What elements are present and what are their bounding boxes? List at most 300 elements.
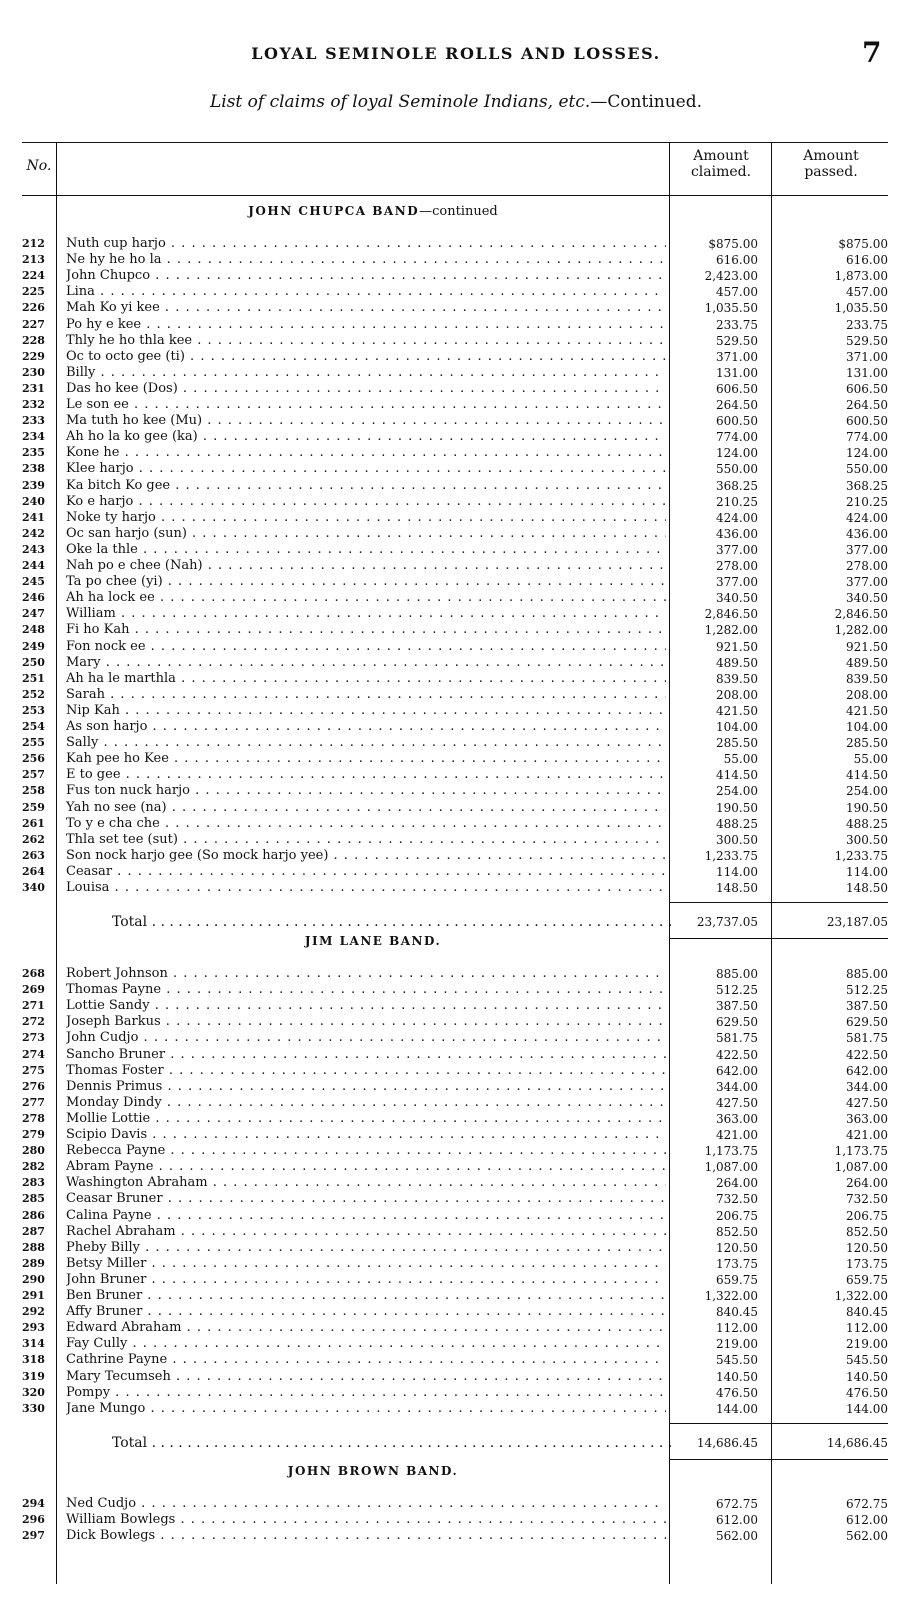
amount-claimed: 140.50	[716, 1369, 758, 1384]
table-row	[22, 1528, 888, 1544]
claim-number: 318	[22, 1353, 45, 1367]
amount-claimed: 839.50	[716, 671, 758, 686]
claimant-name: Ceasar Bruner . . .	[66, 1191, 666, 1207]
claimant-name: Sally . . .	[66, 735, 666, 751]
amount-claimed: 387.50	[716, 999, 758, 1014]
claimant-name: Sancho Bruner . . .	[66, 1047, 666, 1063]
amount-passed: 774.00	[846, 430, 888, 445]
claimant-name: William Bowlegs . . .	[66, 1512, 666, 1528]
amount-passed: 264.50	[846, 398, 888, 412]
amount-claimed: 852.50	[716, 1224, 758, 1239]
table-row	[22, 268, 888, 284]
claimant-name: Ah ha le marthla . . .	[66, 671, 666, 687]
amount-passed: 1,035.50	[834, 301, 888, 316]
table-row	[22, 982, 888, 998]
claim-number: 227	[22, 317, 45, 331]
table-row	[22, 655, 888, 671]
amount-passed: 173.75	[846, 1256, 888, 1271]
caption-continued: —Continued.	[590, 92, 703, 112]
claim-number: 243	[22, 542, 45, 556]
amount-passed: 562.00	[846, 1529, 888, 1544]
claimant-name: Ta po chee (yi) . . .	[66, 574, 666, 590]
total-row	[22, 1433, 888, 1453]
amount-passed: 285.50	[846, 736, 888, 751]
amount-passed: 219.00	[846, 1337, 888, 1352]
amount-passed: 529.50	[846, 333, 888, 348]
amount-passed: 387.50	[846, 999, 888, 1014]
table-row	[22, 751, 888, 767]
amount-passed: 233.75	[846, 317, 888, 332]
claim-number: 291	[22, 1289, 45, 1302]
claimant-name: Oc san harjo (sun) . . .	[66, 526, 666, 542]
amount-claimed: 285.50	[716, 736, 758, 751]
claimant-name: Oc to octo gee (ti) . . .	[66, 349, 666, 365]
amount-claimed: 377.00	[716, 542, 758, 557]
claim-number: 288	[22, 1240, 45, 1254]
amount-claimed: 672.75	[716, 1497, 758, 1511]
table-row	[22, 800, 888, 816]
running-title: LOYAL SEMINOLE ROLLS AND LOSSES.	[251, 44, 661, 63]
amount-claimed: 1,322.00	[704, 1289, 758, 1303]
table-row	[22, 349, 888, 365]
amount-claimed: 421.00	[716, 1128, 758, 1142]
amount-claimed: 148.50	[716, 881, 758, 895]
amount-claimed: 208.00	[716, 687, 758, 702]
total-label: Total . . .	[112, 912, 672, 932]
claim-number: 251	[22, 671, 45, 685]
claimant-name: Rachel Abraham . . .	[66, 1224, 666, 1240]
table-row	[22, 767, 888, 783]
amount-passed: 457.00	[846, 285, 888, 300]
claimant-name: Fi ho Kah . . .	[66, 622, 666, 638]
claim-number: 233	[22, 414, 45, 428]
page-header	[0, 30, 912, 70]
amount-passed: 885.00	[846, 967, 888, 981]
amount-claimed: 104.00	[716, 720, 758, 734]
table-row	[22, 880, 888, 896]
amount-passed: 1,322.00	[834, 1289, 888, 1303]
claim-number: 232	[22, 398, 45, 411]
amount-passed: 1,233.75	[834, 848, 888, 863]
table-row	[22, 1127, 888, 1143]
claim-number: 242	[22, 526, 45, 540]
amount-passed: 254.00	[846, 784, 888, 799]
amount-passed: 839.50	[846, 671, 888, 686]
amount-passed: 642.00	[846, 1063, 888, 1078]
claim-number: 314	[22, 1337, 45, 1351]
top-rule	[22, 142, 888, 143]
claimant-name: Dick Bowlegs . . .	[66, 1528, 666, 1544]
claimant-name: Betsy Miller . . .	[66, 1256, 666, 1272]
claim-number: 319	[22, 1369, 45, 1383]
claimant-name: Mary . . .	[66, 655, 666, 671]
amount-passed: 921.50	[846, 639, 888, 654]
claimant-name: Lina . . .	[66, 284, 666, 300]
claim-number: 224	[22, 269, 45, 283]
amount-claimed: 278.00	[716, 559, 758, 573]
claim-number: 256	[22, 752, 45, 766]
amount-claimed: 600.50	[716, 414, 758, 429]
table-row	[22, 719, 888, 735]
claimant-name: Rebecca Payne . . .	[66, 1143, 666, 1159]
amount-claimed: 885.00	[716, 967, 758, 981]
amount-claimed: 131.00	[716, 365, 758, 380]
amount-claimed: 264.50	[716, 398, 758, 412]
claimant-name: Jane Mungo . . .	[66, 1401, 666, 1417]
table-row	[22, 1256, 888, 1272]
amount-passed: 489.50	[846, 655, 888, 670]
claim-number: 226	[22, 301, 45, 315]
table-row	[22, 1288, 888, 1304]
amount-passed: 208.00	[846, 687, 888, 702]
table-row	[22, 397, 888, 413]
claimant-name: Nuth cup harjo . . .	[66, 236, 666, 252]
table-row	[22, 1224, 888, 1240]
claim-number: 247	[22, 607, 45, 621]
section-title	[58, 1464, 688, 1478]
column-header-amount-claimed: Amount claimed.	[690, 148, 752, 180]
table-row	[22, 1352, 888, 1368]
claim-number: 296	[22, 1513, 45, 1527]
claim-number: 212	[22, 237, 45, 250]
amount-passed: 427.50	[846, 1095, 888, 1110]
amount-claimed: 1,233.75	[704, 848, 758, 863]
claimant-name: Edward Abraham . . .	[66, 1320, 666, 1336]
claimant-name: Kone he . . .	[66, 445, 666, 461]
amount-claimed: 120.50	[716, 1240, 758, 1255]
table-row	[22, 1369, 888, 1385]
header-rule	[22, 195, 888, 196]
amount-claimed: 424.00	[716, 510, 758, 525]
claimant-name: William . . .	[66, 606, 666, 622]
claimant-name: Das ho kee (Dos) . . .	[66, 381, 666, 397]
table-row	[22, 1385, 888, 1401]
table-row	[22, 1014, 888, 1030]
amount-claimed: 421.50	[716, 703, 758, 718]
claim-number: 248	[22, 623, 45, 637]
table-row	[22, 832, 888, 848]
table-row	[22, 558, 888, 574]
amount-claimed: 233.75	[716, 317, 758, 332]
table-row	[22, 461, 888, 477]
amount-passed: 1,282.00	[834, 623, 888, 638]
claimant-name: Fon nock ee . . .	[66, 639, 666, 655]
table-row	[22, 494, 888, 510]
claim-number: 239	[22, 478, 45, 492]
amount-passed: 206.75	[846, 1208, 888, 1223]
claim-number: 277	[22, 1095, 45, 1109]
claim-number: 245	[22, 575, 45, 589]
amount-claimed: 124.00	[716, 446, 758, 461]
claim-number: 241	[22, 510, 45, 524]
claimant-name: Ah ha lock ee . . .	[66, 590, 666, 606]
amount-passed: 852.50	[846, 1224, 888, 1239]
claimant-name: Mollie Lottie . . .	[66, 1111, 666, 1127]
total-row	[22, 912, 888, 932]
total-rule	[669, 1423, 888, 1424]
claim-number: 258	[22, 784, 45, 798]
amount-claimed: 55.00	[723, 752, 758, 767]
claim-number: 228	[22, 333, 45, 347]
claim-number: 262	[22, 832, 45, 846]
amount-claimed: 368.25	[716, 478, 758, 493]
claimant-name: Mah Ko yi kee . . .	[66, 300, 666, 316]
table-row	[22, 671, 888, 687]
claimant-name: Thomas Payne . . .	[66, 982, 666, 998]
claim-number: 330	[22, 1401, 45, 1415]
claimant-name: Ne hy he ho la . . .	[66, 252, 666, 268]
claimant-name: Nip Kah . . .	[66, 703, 666, 719]
claimant-name: Scipio Davis . . .	[66, 1127, 666, 1143]
claim-number: 274	[22, 1047, 45, 1061]
claimant-name: Kah pee ho Kee . . .	[66, 751, 666, 767]
amount-passed: 732.50	[846, 1192, 888, 1207]
claim-number: 297	[22, 1529, 45, 1543]
amount-claimed: 1,173.75	[704, 1144, 758, 1159]
table-row	[22, 590, 888, 606]
amount-passed: 550.00	[846, 462, 888, 477]
claimant-name: Abram Payne . . .	[66, 1159, 666, 1175]
table-row	[22, 365, 888, 381]
claim-number: 268	[22, 967, 45, 980]
table-row	[22, 236, 888, 252]
amount-passed: 278.00	[846, 559, 888, 573]
amount-passed: 488.25	[846, 816, 888, 831]
claim-number: 235	[22, 446, 45, 460]
table-row	[22, 816, 888, 832]
amount-claimed: 562.00	[716, 1529, 758, 1544]
amount-passed: 414.50	[846, 768, 888, 783]
claims-table	[22, 142, 888, 1584]
amount-passed: 124.00	[846, 446, 888, 461]
amount-claimed: 377.00	[716, 575, 758, 590]
amount-passed: 131.00	[846, 365, 888, 380]
amount-claimed: 606.50	[716, 381, 758, 396]
claimant-name: To y e cha che . . .	[66, 816, 666, 832]
claim-number: 244	[22, 559, 45, 572]
claimant-name: Thomas Foster . . .	[66, 1063, 666, 1079]
amount-passed: 545.50	[846, 1353, 888, 1368]
table-row	[22, 966, 888, 982]
claim-number: 278	[22, 1111, 45, 1125]
table-row	[22, 606, 888, 622]
claimant-name: John Chupco . . .	[66, 268, 666, 284]
amount-passed: 840.45	[846, 1305, 888, 1320]
amount-claimed: 732.50	[716, 1192, 758, 1207]
amount-claimed: 616.00	[716, 253, 758, 268]
claimant-name: Calina Payne . . .	[66, 1208, 666, 1224]
amount-claimed: 921.50	[716, 639, 758, 654]
table-row	[22, 1095, 888, 1111]
amount-claimed: 173.75	[716, 1256, 758, 1271]
amount-passed: 340.50	[846, 591, 888, 606]
table-row	[22, 1079, 888, 1095]
amount-passed: 600.50	[846, 414, 888, 429]
amount-claimed: 264.00	[716, 1176, 758, 1191]
claimant-name: Noke ty harjo . . .	[66, 510, 666, 526]
table-row	[22, 864, 888, 880]
total-amount-claimed: 23,737.05	[696, 915, 758, 930]
claim-number: 238	[22, 462, 45, 476]
amount-claimed: 581.75	[716, 1031, 758, 1046]
total-amount-passed: 23,187.05	[826, 915, 888, 930]
amount-passed: $875.00	[838, 237, 888, 251]
claimant-name: Ka bitch Ko gee . . .	[66, 478, 666, 494]
total-label: Total . . .	[112, 1433, 672, 1453]
table-row	[22, 998, 888, 1014]
amount-passed: 377.00	[846, 575, 888, 590]
table-row	[22, 300, 888, 316]
amount-claimed: 112.00	[716, 1321, 758, 1336]
claim-number: 286	[22, 1208, 45, 1222]
amount-claimed: 254.00	[716, 784, 758, 799]
amount-claimed: 1,035.50	[704, 301, 758, 316]
table-row	[22, 1159, 888, 1175]
amount-passed: 264.00	[846, 1176, 888, 1191]
table-row	[22, 252, 888, 268]
amount-claimed: 144.00	[716, 1401, 758, 1416]
table-row	[22, 1320, 888, 1336]
table-row	[22, 445, 888, 461]
claimant-name: Po hy e kee . . .	[66, 317, 666, 333]
amount-claimed: 344.00	[716, 1079, 758, 1094]
amount-passed: 363.00	[846, 1111, 888, 1126]
amount-claimed: 2,846.50	[704, 607, 758, 622]
amount-claimed: 363.00	[716, 1111, 758, 1126]
amount-claimed: 300.50	[716, 832, 758, 847]
amount-claimed: 422.50	[716, 1047, 758, 1062]
claimant-name: Oke la thle . . .	[66, 542, 666, 558]
amount-passed: 1,873.00	[834, 269, 888, 284]
claim-number: 271	[22, 999, 45, 1013]
amount-claimed: 414.50	[716, 768, 758, 783]
amount-claimed: 1,282.00	[704, 623, 758, 638]
amount-passed: 210.25	[846, 494, 888, 509]
claimant-name: Affy Bruner . . .	[66, 1304, 666, 1320]
amount-claimed: 489.50	[716, 655, 758, 670]
claimant-name: Le son ee . . .	[66, 397, 666, 413]
claimant-name: Nah po e chee (Nah) . . .	[66, 558, 666, 574]
amount-passed: 581.75	[846, 1031, 888, 1046]
claimant-name: Lottie Sandy . . .	[66, 998, 666, 1014]
claimant-name: Sarah . . .	[66, 687, 666, 703]
claimant-name: Cathrine Payne . . .	[66, 1352, 666, 1368]
claim-number: 264	[22, 864, 45, 878]
table-row	[22, 542, 888, 558]
amount-claimed: 512.25	[716, 983, 758, 998]
total-amount-claimed: 14,686.45	[696, 1435, 758, 1450]
total-rule	[669, 902, 888, 903]
amount-passed: 659.75	[846, 1272, 888, 1287]
amount-claimed: 659.75	[716, 1272, 758, 1287]
amount-passed: 606.50	[846, 381, 888, 396]
claim-number: 225	[22, 285, 45, 299]
column-header-amount-passed: Amount passed.	[803, 148, 859, 180]
claim-number: 246	[22, 591, 45, 605]
claimant-name: Ko e harjo . . .	[66, 494, 666, 510]
column-header-no: No.	[26, 158, 52, 174]
claim-number: 283	[22, 1176, 45, 1190]
claim-number: 240	[22, 494, 45, 508]
amount-claimed: 629.50	[716, 1015, 758, 1030]
claimant-name: Thly he ho thla kee . . .	[66, 333, 666, 349]
table-row	[22, 1240, 888, 1256]
total-amount-passed: 14,686.45	[826, 1435, 888, 1450]
section-suffix: —continued	[419, 204, 498, 219]
table-row	[22, 687, 888, 703]
amount-claimed: 371.00	[716, 349, 758, 364]
amount-passed: 300.50	[846, 832, 888, 847]
claimant-name: Thla set tee (sut) . . .	[66, 832, 666, 848]
table-caption	[0, 92, 912, 112]
amount-passed: 114.00	[846, 864, 888, 879]
claim-number: 287	[22, 1224, 45, 1238]
amount-passed: 368.25	[846, 478, 888, 493]
claimant-name: John Bruner . . .	[66, 1272, 666, 1288]
amount-claimed: 612.00	[716, 1513, 758, 1528]
table-row	[22, 1401, 888, 1417]
amount-claimed: $875.00	[708, 237, 758, 251]
table-row	[22, 1063, 888, 1079]
amount-claimed: 1,087.00	[704, 1160, 758, 1175]
claimant-name: Ceasar . . .	[66, 864, 666, 880]
claim-number: 279	[22, 1128, 45, 1141]
claim-number: 289	[22, 1256, 45, 1270]
table-row	[22, 622, 888, 638]
amount-passed: 421.50	[846, 703, 888, 718]
claim-number: 249	[22, 639, 45, 653]
claim-number: 254	[22, 720, 45, 733]
claim-number: 290	[22, 1272, 45, 1286]
claim-number: 340	[22, 881, 45, 894]
amount-passed: 1,087.00	[834, 1160, 888, 1175]
amount-claimed: 219.00	[716, 1337, 758, 1352]
claim-number: 273	[22, 1031, 45, 1045]
claimant-name: Ben Bruner . . .	[66, 1288, 666, 1304]
amount-passed: 436.00	[846, 526, 888, 541]
amount-passed: 120.50	[846, 1240, 888, 1255]
table-row	[22, 783, 888, 799]
table-row	[22, 1208, 888, 1224]
claim-number: 275	[22, 1063, 45, 1077]
table-row	[22, 1272, 888, 1288]
claimant-name: Pheby Billy . . .	[66, 1240, 666, 1256]
claimant-name: Fus ton nuck harjo . . .	[66, 783, 666, 799]
table-row	[22, 1304, 888, 1320]
claimant-name: Fay Cully . . .	[66, 1336, 666, 1352]
claimant-name: Klee harjo . . .	[66, 461, 666, 477]
claim-number: 257	[22, 768, 45, 782]
amount-passed: 424.00	[846, 510, 888, 525]
claimant-name: Son nock harjo gee (So mock harjo yee) . . .	[66, 848, 666, 864]
table-row	[22, 1111, 888, 1127]
claim-number: 259	[22, 800, 45, 814]
table-row	[22, 381, 888, 397]
table-row	[22, 429, 888, 445]
amount-passed: 421.00	[846, 1128, 888, 1142]
claim-number: 272	[22, 1015, 45, 1029]
amount-passed: 672.75	[846, 1497, 888, 1511]
amount-claimed: 774.00	[716, 430, 758, 445]
amount-claimed: 190.50	[716, 800, 758, 815]
table-row	[22, 574, 888, 590]
claimant-name: Louisa . . .	[66, 880, 666, 896]
amount-passed: 422.50	[846, 1047, 888, 1062]
amount-claimed: 840.45	[716, 1305, 758, 1320]
section-title	[58, 204, 688, 219]
amount-passed: 371.00	[846, 349, 888, 364]
amount-passed: 140.50	[846, 1369, 888, 1384]
